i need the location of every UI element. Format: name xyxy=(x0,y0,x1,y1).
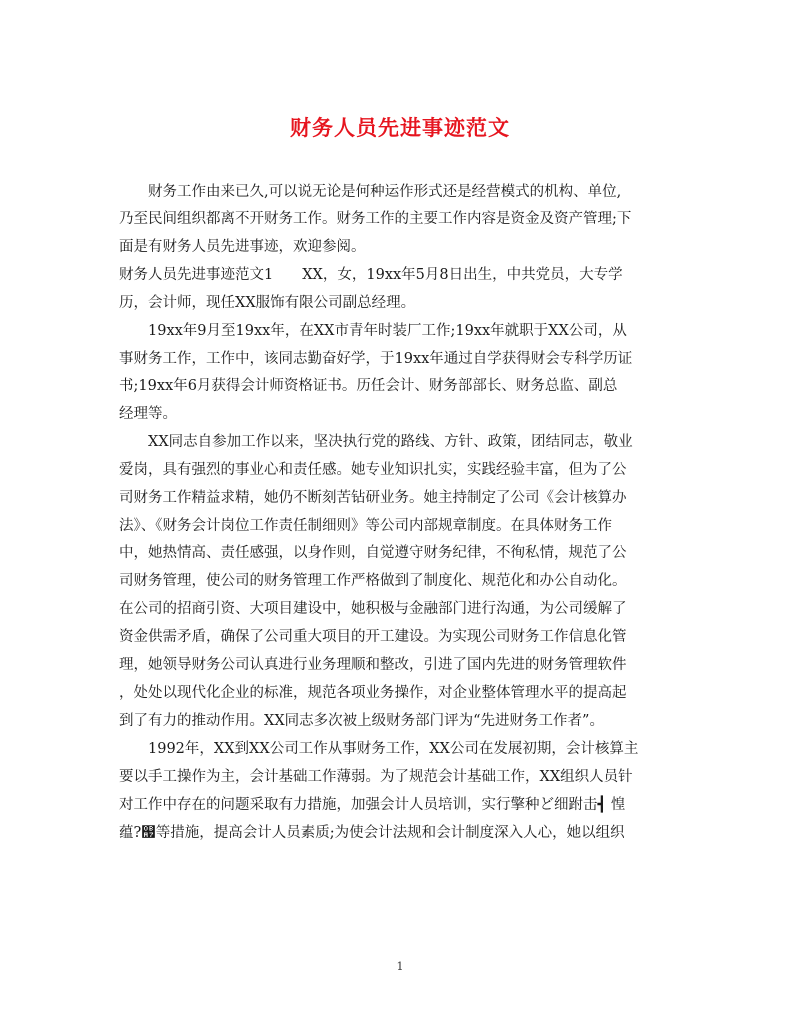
body-line: ，处处以现代化企业的标准，规范各项业务操作，对企业整体管理水平的提高起 xyxy=(119,685,627,701)
body-line: 对工作中存在的问题采取有力措施，加强会计人员培训，实行擎种ど细跗击┫ 惶 xyxy=(119,797,626,813)
body-line: 面是有财务人员先进事迹，欢迎参阅。 xyxy=(119,239,366,255)
body-line: 法》、《财务会计岗位工作责任制细则》等公司内部规章制度。在具体财务工作 xyxy=(119,518,612,534)
body-line: 资金供需矛盾，确保了公司重大项目的开工建设。为实现公司财务工作信息化管 xyxy=(119,629,627,645)
body-line: 财务工作由来已久,可以说无论是何种运作形式还是经营模式的机构、单位, xyxy=(148,184,622,200)
body-line: 事财务工作，工作中，该同志勤奋好学，于19xx年通过自学获得财会专科学历证 xyxy=(119,351,633,367)
body-line: 司财务管理，使公司的财务管理工作严格做到了制度化、规范化和办公自动化。 xyxy=(119,573,627,589)
body-line: 19xx年9月至19xx年，在XX市青年时装厂工作;19xx年就职于XX公司，从 xyxy=(148,323,627,339)
body-line: 经理等。 xyxy=(119,406,177,422)
document-title: 财务人员先进事迹范文 xyxy=(290,115,510,140)
body-line: 要以手工操作为主，会计基础工作薄弱。为了规范会计基础工作，XX组织人员针 xyxy=(119,769,633,785)
body-line: 蕴?஧等措施，提高会计人员素质;为使会计法规和会计制度深入人心，她以组织 xyxy=(119,825,625,841)
body-line: XX同志自参加工作以来，坚决执行党的路线、方针、政策，团结同志，敬业 xyxy=(148,434,633,450)
page-number: 1 xyxy=(396,960,404,973)
body-line: 理，她领导财务公司认真进行业务理顺和整改，引进了国内先进的财务管理软件 xyxy=(119,657,627,673)
body-line: 中，她热情高、责任感强，以身作则，自觉遵守财务纪律，不徇私情，规范了公 xyxy=(119,545,627,561)
body-line: 到了有力的推动作用。XX同志多次被上级财务部门评为“先进财务工作者”。 xyxy=(119,713,604,729)
body-line: 历，会计师，现任XX服饰有限公司副总经理。 xyxy=(119,295,416,311)
body-line: 财务人员先进事迹范文1 XX，女，19xx年5月8日出生，中共党员，大专学 xyxy=(119,267,623,283)
body-line: 乃至民间组织都离不开财务工作。财务工作的主要工作内容是资金及资产管理;下 xyxy=(119,211,632,227)
body-line: 爱岗，具有强烈的事业心和责任感。她专业知识扎实，实践经验丰富，但为了公 xyxy=(119,462,627,478)
body-line: 司财务工作精益求精，她仍不断刻苦钻研业务。她主持制定了公司《会计核算办 xyxy=(119,490,627,506)
body-line: 书;19xx年6月获得会计师资格证书。历任会计、财务部部长、财务总监、副总 xyxy=(119,378,618,394)
body-line: 1992年，XX到XX公司工作从事财务工作，XX公司在发展初期，会计核算主 xyxy=(148,741,639,757)
body-line: 在公司的招商引资、大项目建设中，她积极与金融部门进行沟通，为公司缓解了 xyxy=(119,601,627,617)
